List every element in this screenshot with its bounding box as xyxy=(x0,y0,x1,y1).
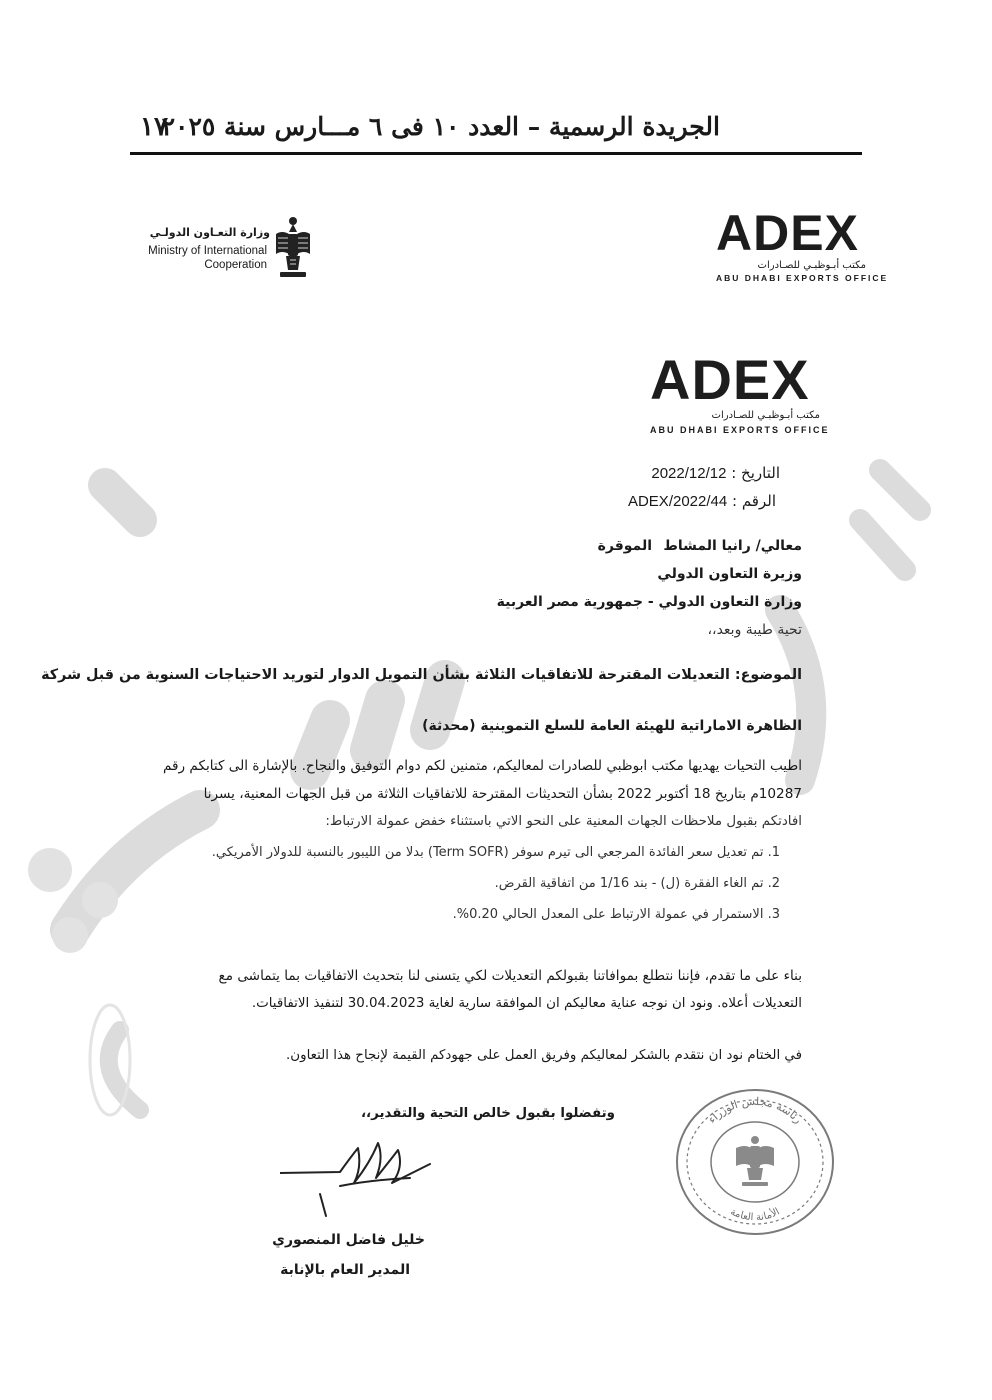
adex-logo-header xyxy=(716,205,889,283)
greeting: تحية طيبة وبعد،، xyxy=(707,622,802,638)
adex-logo-letterhead xyxy=(650,348,830,435)
letter-reference xyxy=(620,492,776,510)
ministry-name-ar: وزارة التعـاون الدولـي xyxy=(149,226,270,239)
signatory-name: خليل فاضل المنصوري xyxy=(272,1232,425,1248)
recipient-honorific: الموقرة xyxy=(597,538,652,554)
stamp-text-bottom: الأمانة العامة xyxy=(728,1206,782,1224)
header-rule xyxy=(130,152,862,155)
signature-graphic xyxy=(280,1128,440,1223)
watermark-graphic xyxy=(0,430,992,1130)
adex-wordmark: ADEX xyxy=(650,348,810,411)
subject-line-1: الموضوع: التعديلات المقترحة للاتفاقيات الثلاثة بشأن التمويل الدوار لتوريد الاحتياجات السنوية من قبل شركة xyxy=(41,667,802,683)
list-item-3: 3. الاستمرار في عمولة الارتباط على المعدل الحالي 0.20%. xyxy=(452,907,780,922)
adex-name-ar: مكتب أبـوظبـي للصـادرات xyxy=(757,260,866,271)
gazette-title: الجريدة الرسمية – العدد ١٠ فى ٦ مـــارس سنة ٢٠٢٥ xyxy=(161,112,720,141)
date-label: التاريخ : xyxy=(731,464,780,482)
letter-date xyxy=(630,464,780,482)
ref-value: ADEX/2022/44 xyxy=(627,493,728,510)
eagle-icon xyxy=(272,214,314,282)
adex-name-en: ABU DHABI EXPORTS OFFICE xyxy=(716,273,889,283)
ministry-logo xyxy=(130,214,320,284)
paragraph-3: في الختام نود ان نتقدم بالشكر لمعاليكم وفريق العمل على جهودكم القيمة لإنجاح هذا التعاون. xyxy=(286,1048,802,1063)
eagle-seal-icon xyxy=(736,1136,774,1186)
list-item-1: 1. تم تعديل سعر الفائدة المرجعي الى تيرم سوفر (Term SOFR) بدلا من الليبور بالنسبة للدولار الأمريكي. xyxy=(211,845,780,860)
paragraph-2-line-1: بناء على ما تقدم، فإننا نتطلع بموافاتنا بقبولكم التعديلات لكي يتسنى لنا بتحديث الاتفاقيات بما يتماشى مع xyxy=(218,968,802,984)
paragraph-2-line-2: التعديلات أعلاه. ونود ان نوجه عناية معاليكم ان الموافقة سارية لغاية 30.04.2023 لتنفيذ الاتفاقيات. xyxy=(251,996,802,1011)
page-number: ١٧ xyxy=(140,112,168,142)
recipient-ministry: وزارة التعاون الدولي - جمهورية مصر العربية xyxy=(496,594,802,610)
list-item-2: 2. تم الغاء الفقرة (ل) - بند 1/16 من اتفاقية القرض. xyxy=(494,876,780,891)
stamp-text-top: رئاسة مجلس الوزراء xyxy=(705,1094,805,1126)
closing-line: وتفضلوا بقبول خالص التحية والتقدير،، xyxy=(360,1106,615,1121)
date-value: 2022/12/12 xyxy=(651,465,727,482)
paragraph-1-line-2: 10287م بتاريخ 18 أكتوبر 2022 بشأن التحديثات المقترحة للاتفاقيات الثلاثة من قبل الجهات المعنية، يسرنا xyxy=(203,786,802,802)
recipient-name: معالي/ رانيا المشاط xyxy=(663,538,802,554)
ministry-name-en-line1: Ministry of International xyxy=(148,245,267,257)
adex-name-ar: مكتب أبـوظبـي للصـادرات xyxy=(711,410,820,421)
paragraph-1-line-1: اطيب التحيات يهديها مكتب ابوظبي للصادرات لمعاليكم، متمنين لكم دوام التوفيق والنجاح. بالإشارة الى كتابكم رقم xyxy=(163,758,802,774)
ministry-name-en-line2: Cooperation xyxy=(204,259,267,271)
subject-line-2: الظاهرة الاماراتية للهيئة العامة للسلع التموينية (محدثة) xyxy=(422,718,802,734)
adex-wordmark: ADEX xyxy=(716,205,859,261)
official-stamp xyxy=(670,1082,840,1242)
adex-name-en: ABU DHABI EXPORTS OFFICE xyxy=(650,425,830,435)
recipient-title: وزيرة التعاون الدولي xyxy=(657,566,802,582)
signatory-title: المدير العام بالإنابة xyxy=(280,1262,410,1278)
ref-label: الرقم : xyxy=(732,492,776,510)
ministry-name-en xyxy=(130,244,267,272)
paragraph-1-line-3: افادتكم بقبول ملاحظات الجهات المعنية على النحو الاتي باستثناء خفض عمولة الارتباط: xyxy=(325,814,802,829)
